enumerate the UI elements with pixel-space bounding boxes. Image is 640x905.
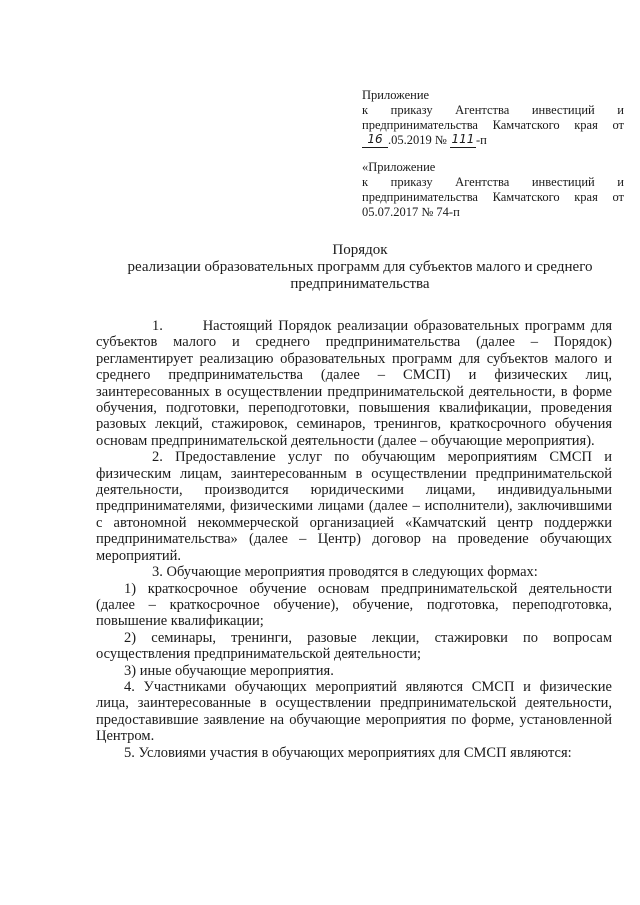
paragraph-3: 3. Обучающие мероприятия проводятся в следующих формах: bbox=[152, 564, 538, 581]
title-line-2: реализации образовательных программ для субъектов малого и среднего bbox=[127, 259, 593, 275]
appendix-block-current bbox=[362, 88, 624, 148]
appendix-agency-line: предпринимательства Камчатского края от bbox=[362, 190, 624, 204]
appendix-heading: «Приложение bbox=[362, 160, 436, 174]
document-title bbox=[80, 242, 640, 293]
appendix-order-line: к приказу Агентства инвестиций и bbox=[362, 103, 624, 117]
list-item-1: 1) краткосрочное обучение основам предпринимательской деятельности (далее – краткосрочное обучение), обучение, подготовка, переподготовка, повышение квалификации; bbox=[96, 580, 612, 630]
appendix-agency-line: предпринимательства Камчатского края от bbox=[362, 118, 624, 132]
paragraph-1: 1. Настоящий Порядок реализации образовательных программ для субъектов малого и среднего предпринимательства (далее – Порядок) регламентирует реализацию образовательных программ для субъектов малого и среднего предпринимательства (далее – СМСП) и физических лиц, заинтересованных в осуществлении предпринимательской деятельности, в форме обучения, подготовки, переподготовки, повышения квалификации, проведения разовых лекций, стажировок, семинаров, тренингов, краткосрочного обучения основам предпринимательской деятельности (далее – обучающие мероприятия). bbox=[96, 318, 612, 449]
handwritten-number: 111 bbox=[451, 132, 475, 146]
paragraph-2: 2. Предоставление услуг по обучающим мероприятиям СМСП и физическим лицам, заинтересованным в осуществлении предпринимательской деятельности, производится юридическими лицами, индивидуальными предпринимателями, физическими лицами (далее – исполнители), заключившими с автономной некоммерческой организацией «Камчатский центр поддержки предпринимательства» (далее – Центр) договор на проведение обучающих мероприятий. bbox=[96, 449, 612, 564]
paragraph-4: 4. Участниками обучающих мероприятий являются СМСП и физические лица, заинтересованные в осуществлении предпринимательской деятельности, предоставившие заявление на обучающие мероприятия по форме, установленной Центром. bbox=[96, 678, 612, 745]
document-body bbox=[96, 318, 612, 761]
paragraph-5: 5. Условиями участия в обучающих мероприятиях для СМСП являются: bbox=[124, 744, 572, 761]
list-item-3: 3) иные обучающие мероприятия. bbox=[124, 662, 334, 679]
title-line-1: Порядок bbox=[332, 242, 388, 258]
handwritten-day: 16 bbox=[362, 133, 388, 148]
appendix-order-line: к приказу Агентства инвестиций и bbox=[362, 175, 624, 189]
appendix-heading: Приложение bbox=[362, 88, 430, 102]
list-item-2: 2) семинары, тренинги, разовые лекции, стажировки по вопросам осуществления предпринимательской деятельности; bbox=[96, 629, 612, 663]
appendix-date-line: 16 .05.2019 № 111 -п bbox=[362, 133, 624, 148]
appendix-block-original bbox=[362, 160, 624, 220]
appendix-date-line: 05.07.2017 № 74-п bbox=[362, 205, 460, 219]
title-line-3: предпринимательства bbox=[290, 276, 430, 292]
